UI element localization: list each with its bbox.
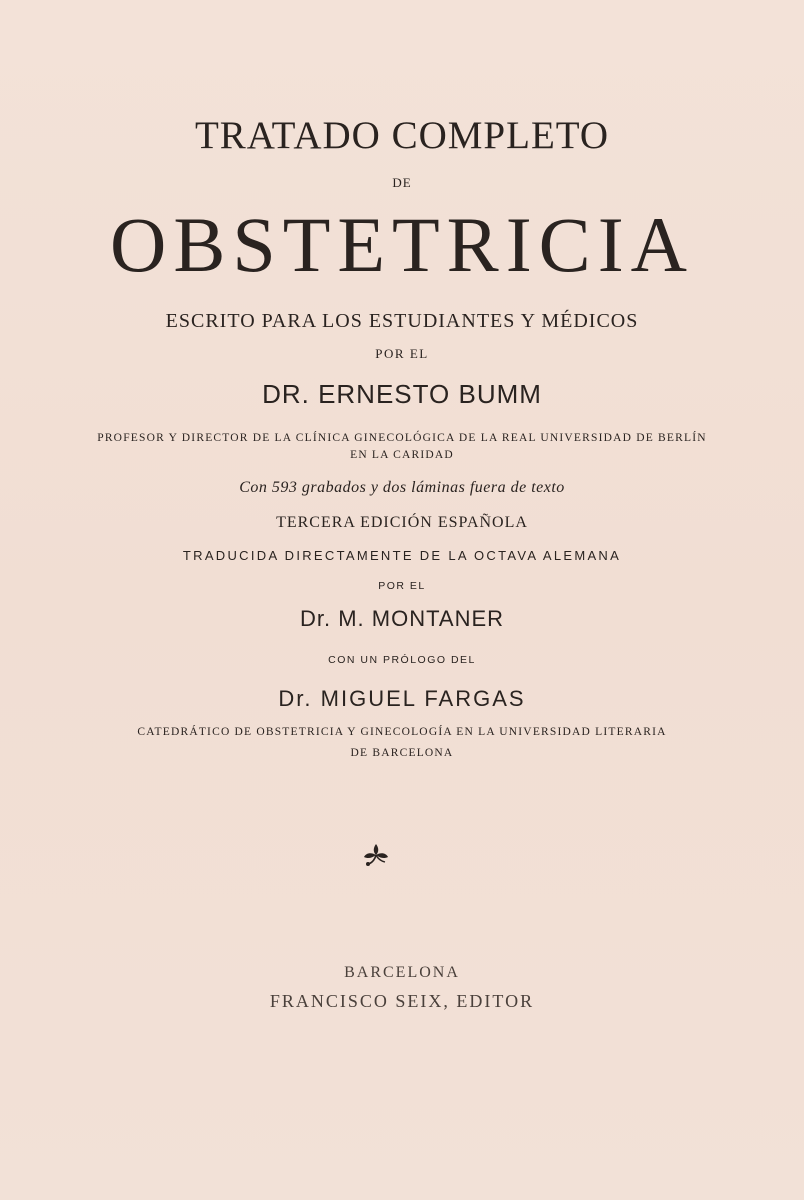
prologist-role-line1: CATEDRÁTICO DE OBSTETRICIA Y GINECOLOGÍA EN LA UNIVERSIDAD LITERARIA (137, 726, 667, 738)
prologist-prefix: Dr. (278, 686, 313, 711)
fleuron-icon (360, 842, 392, 868)
prologist-line (0, 688, 804, 710)
author-por: POR EL (375, 346, 429, 361)
author-name: DR. ERNESTO BUMM (262, 379, 542, 409)
translator-prefix: Dr. (299, 606, 332, 631)
prologue-intro: CON UN PRÓLOGO DEL (328, 654, 476, 666)
subtitle: ESCRITO PARA LOS ESTUDIANTES Y MÉDICOS (165, 310, 639, 332)
prologist-role-line2: DE BARCELONA (350, 747, 454, 759)
translation-note: TRADUCIDA DIRECTAMENTE DE LA OCTAVA ALEMANA (182, 548, 622, 563)
translator-line (0, 608, 804, 630)
title-de: DE (392, 175, 412, 190)
title-obstetricia: OBSTETRICIA (110, 201, 694, 288)
edition-label: TERCERA EDICIÓN ESPAÑOLA (276, 514, 528, 531)
grabados-note: Con 593 grabados y dos láminas fuera de texto (239, 479, 565, 496)
author-role-line2: EN LA CARIDAD (350, 449, 454, 461)
author-role-line1: PROFESOR Y DIRECTOR DE LA CLÍNICA GINECOLÓGICA DE LA REAL UNIVERSIDAD DE BERLÍN (97, 432, 707, 444)
imprint-city: BARCELONA (344, 964, 460, 981)
prologist-name: MIGUEL FARGAS (320, 686, 526, 711)
imprint-publisher: FRANCISCO SEIX, EDITOR (269, 991, 535, 1011)
title-main: TRATADO COMPLETO (194, 114, 610, 157)
translator-name: M. MONTANER (338, 606, 505, 631)
translator-por: POR EL (378, 580, 426, 592)
